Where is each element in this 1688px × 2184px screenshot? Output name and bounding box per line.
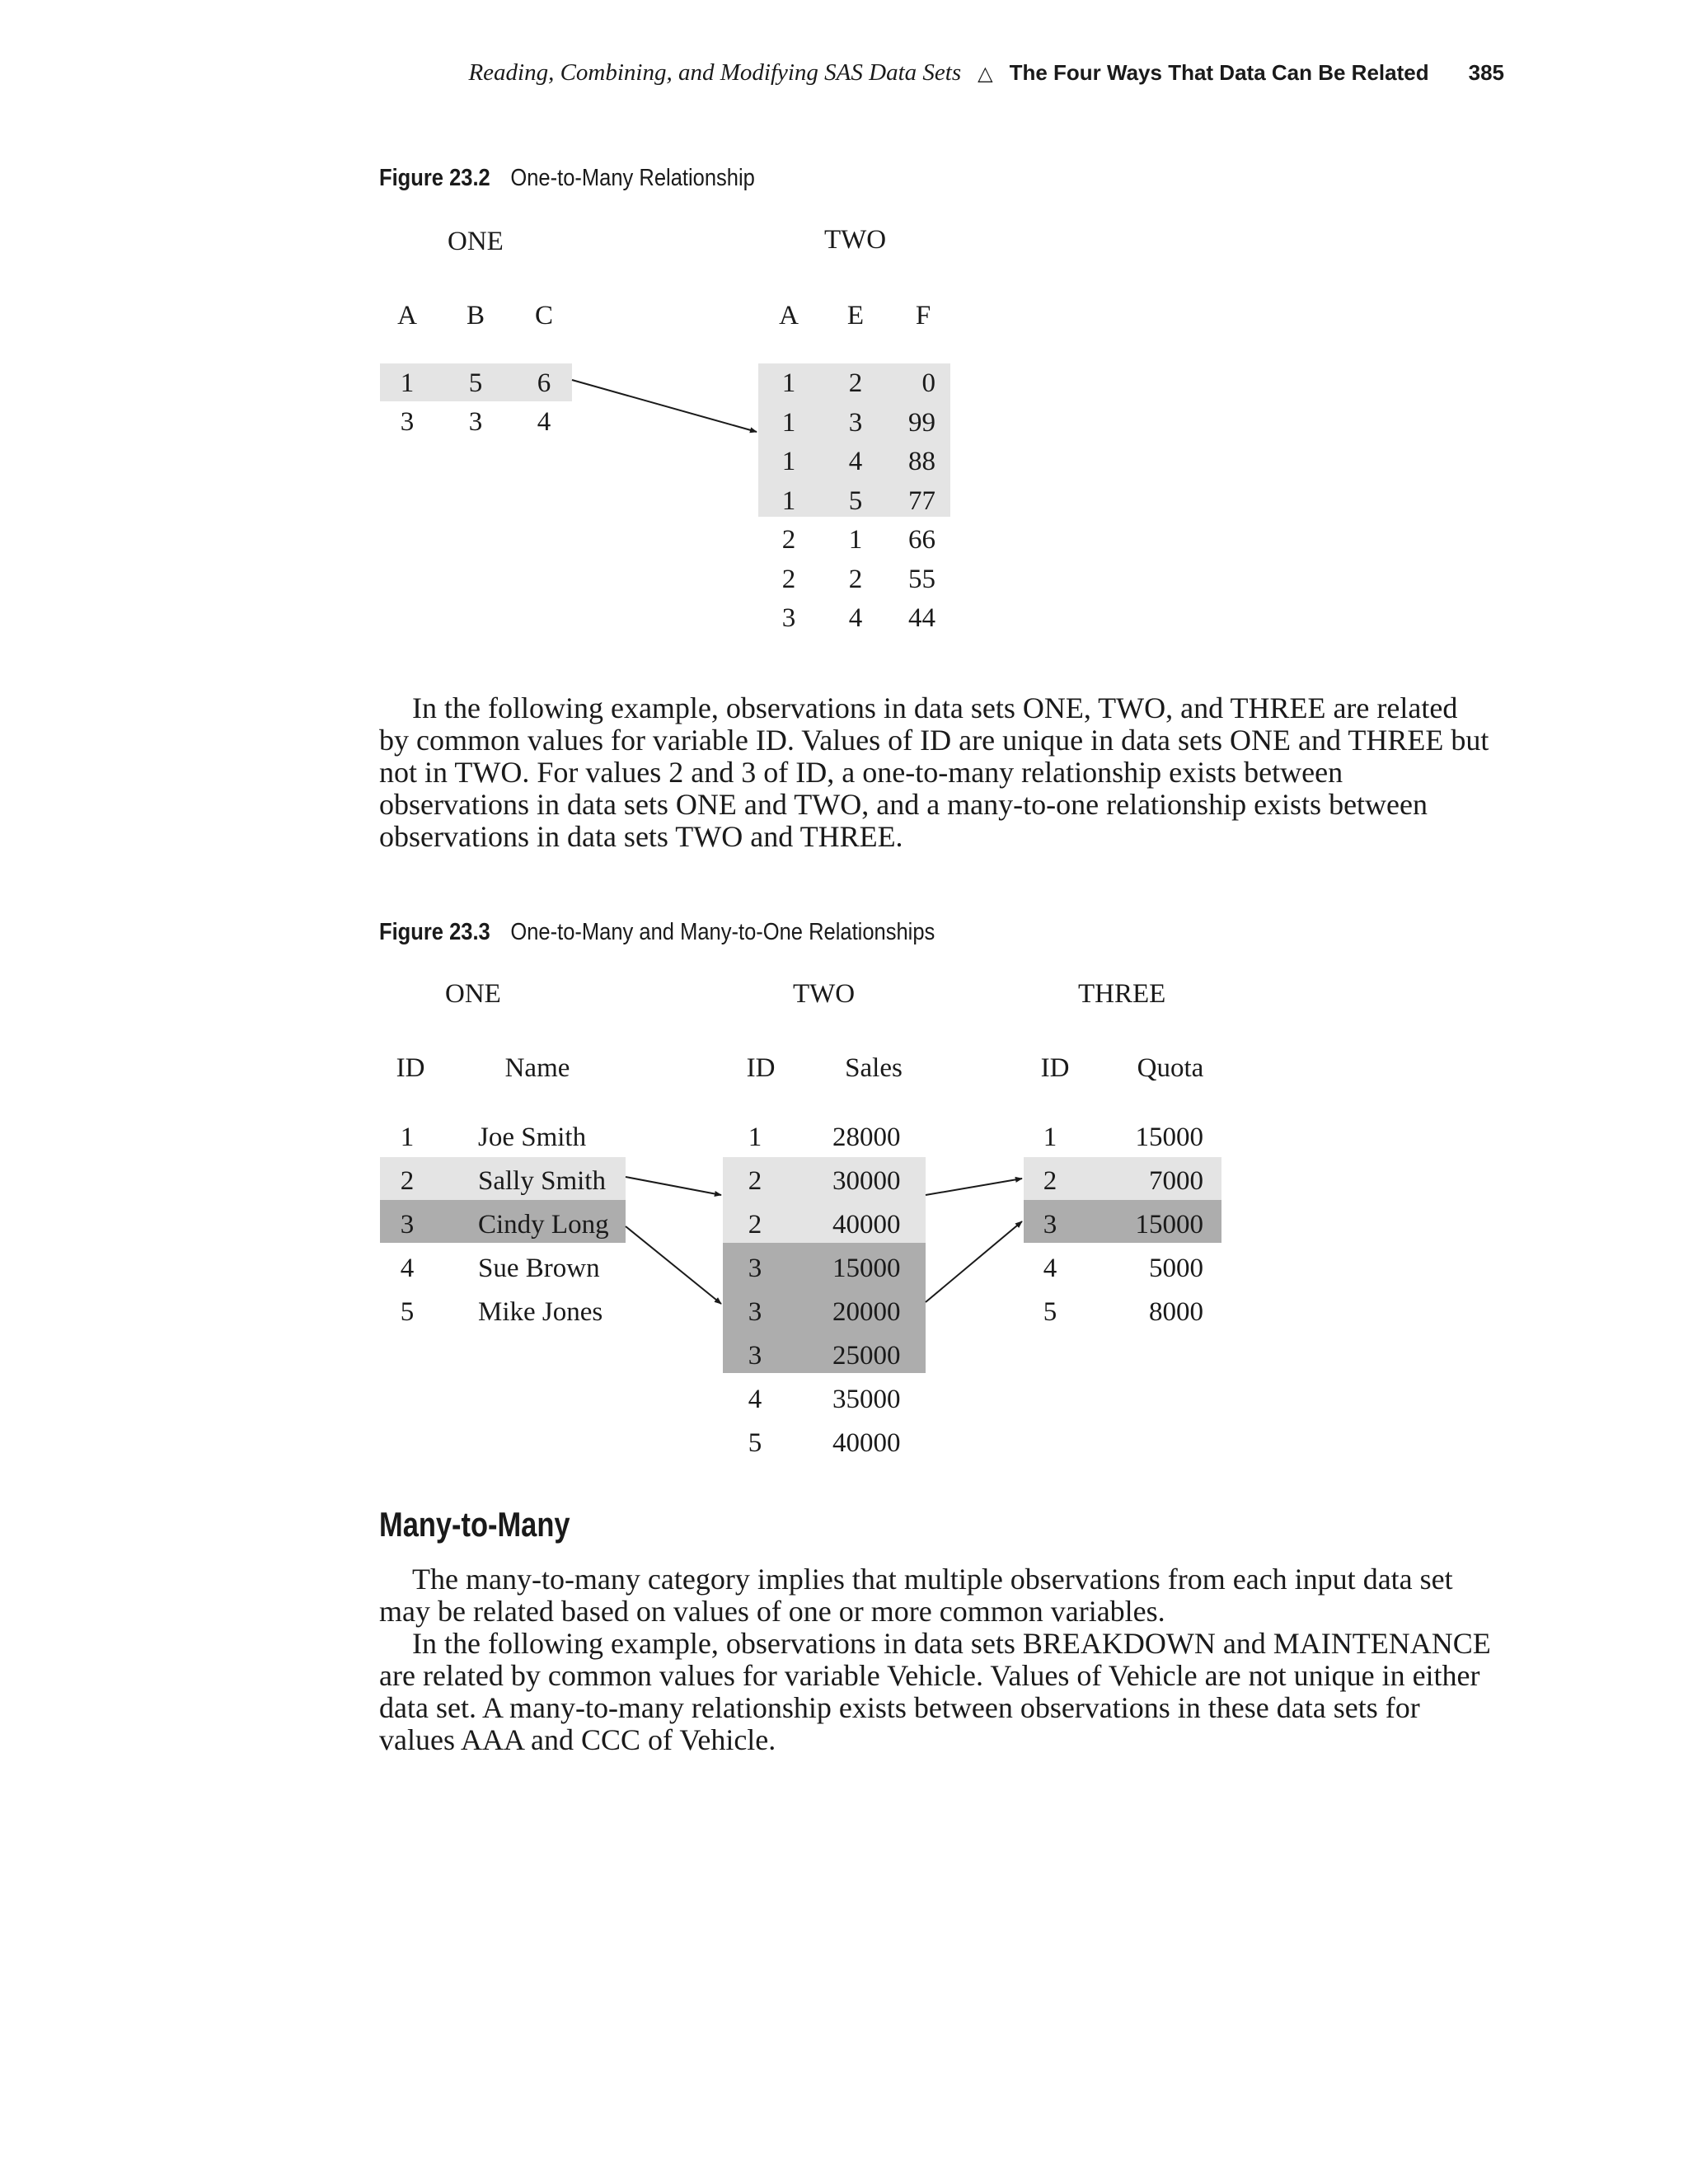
header-section-title: The Four Ways That Data Can Be Related xyxy=(1009,60,1429,85)
table-cell: 1 xyxy=(781,368,796,398)
dataset-title-two: TWO xyxy=(824,225,887,255)
table-cell: 4 xyxy=(748,1385,762,1414)
table-cell: 5 xyxy=(848,485,863,516)
table-cell: 40000 xyxy=(832,1428,901,1458)
column-header: Name xyxy=(504,1053,570,1083)
table-cell: 2 xyxy=(748,1210,762,1240)
column-header: B xyxy=(466,301,485,330)
table-cell: 25000 xyxy=(832,1341,901,1371)
table-cell: 15000 xyxy=(1135,1210,1203,1240)
column-header: ID xyxy=(746,1053,776,1083)
table-cell: 3 xyxy=(400,1210,415,1240)
table-cell: Sue Brown xyxy=(478,1254,600,1283)
column-header: Sales xyxy=(845,1053,903,1083)
dataset-title-one: ONE xyxy=(448,227,504,256)
column-header: E xyxy=(846,301,865,330)
table-cell: 66 xyxy=(908,525,935,555)
figure-title: One-to-Many Relationship xyxy=(510,165,755,191)
table-cell: 1 xyxy=(781,447,796,476)
column-header: A xyxy=(779,301,799,330)
table-cell: 1 xyxy=(400,1122,415,1152)
table-cell: 2 xyxy=(400,1166,415,1196)
table-cell: 3 xyxy=(748,1341,762,1371)
header-separator-icon: △ xyxy=(978,62,993,85)
table-cell: Sally Smith xyxy=(478,1166,606,1196)
table-cell: 1 xyxy=(748,1122,762,1152)
table-cell: 5 xyxy=(468,368,483,398)
table-cell: 4 xyxy=(537,407,551,437)
table-cell: 2 xyxy=(1043,1166,1057,1196)
table-cell: 4 xyxy=(848,603,863,633)
body-paragraph xyxy=(379,1563,1492,1756)
table-cell: 0 xyxy=(921,368,935,398)
table-cell: 3 xyxy=(748,1254,762,1283)
arrow-one-to-two-id3 xyxy=(626,1226,721,1304)
table-cell: 3 xyxy=(468,407,483,437)
figure-number: Figure 23.2 xyxy=(379,165,490,191)
table-cell: 2 xyxy=(781,564,796,594)
table-cell: Cindy Long xyxy=(478,1210,609,1240)
table-cell: Mike Jones xyxy=(478,1297,603,1327)
table-cell: 7000 xyxy=(1149,1166,1203,1196)
table-cell: 88 xyxy=(908,447,935,476)
figure-title: One-to-Many and Many-to-One Relationships xyxy=(510,919,935,945)
table-cell: 1 xyxy=(781,407,796,438)
dataset-title-one: ONE xyxy=(445,979,501,1009)
table-cell: 35000 xyxy=(832,1385,901,1414)
table-cell: 99 xyxy=(908,407,935,438)
table-cell: 20000 xyxy=(832,1297,901,1327)
figure-number: Figure 23.3 xyxy=(379,919,490,945)
table-cell: 77 xyxy=(908,485,935,516)
table-cell: 8000 xyxy=(1149,1297,1203,1327)
table-cell: Joe Smith xyxy=(478,1122,587,1152)
table-cell: 3 xyxy=(848,407,863,438)
paragraph-text: In the following example, observations in data sets BREAKDOWN and MAINTENANCE are related by common values for variable Vehicle. Values of Vehicle are not unique in either data set. A many-to-many relationship exists between observations in these data sets for values AAA and CCC of Vehicle. xyxy=(379,1627,1491,1756)
arrow-one-to-two-id2 xyxy=(626,1177,721,1195)
column-header: F xyxy=(915,301,931,330)
column-header: C xyxy=(534,301,553,330)
table-cell: 1 xyxy=(1043,1122,1057,1152)
table-cell: 6 xyxy=(537,368,551,398)
table-cell: 3 xyxy=(748,1297,762,1327)
table-cell: 1 xyxy=(400,368,415,398)
arrow-two-to-three-id3 xyxy=(926,1221,1022,1302)
paragraph-text: The many-to-many category implies that multiple observations from each input data set may be related based on values of one or more common variables. xyxy=(379,1563,1453,1628)
page-number: 385 xyxy=(1468,60,1504,85)
table-cell: 15000 xyxy=(832,1254,901,1283)
table-cell: 15000 xyxy=(1135,1122,1203,1152)
paragraph-text: In the following example, observations in data sets ONE, TWO, and THREE are related by common values for variable ID. Values of ID are unique in data sets ONE and THREE but not in TWO. For values 2 and 3 of ID, a one-to-many relationship exists between observations in data sets ONE and TWO, and a many-to-one relationship exists between observations in data sets TWO and THREE. xyxy=(379,691,1489,853)
table-cell: 4 xyxy=(848,447,863,476)
table-cell: 40000 xyxy=(832,1210,901,1240)
column-header: Quota xyxy=(1137,1053,1204,1083)
table-cell: 2 xyxy=(848,368,863,398)
dataset-title-three: THREE xyxy=(1078,979,1166,1009)
section-heading: Many-to-Many xyxy=(379,1505,570,1544)
header-book-title: Reading, Combining, and Modifying SAS Data Sets xyxy=(468,59,962,86)
table-cell: 5000 xyxy=(1149,1254,1203,1283)
table-cell: 55 xyxy=(908,564,935,594)
table-cell: 30000 xyxy=(832,1166,901,1196)
table-cell: 3 xyxy=(781,603,796,633)
column-header: A xyxy=(397,301,417,330)
column-header: ID xyxy=(1040,1053,1070,1083)
column-header: ID xyxy=(396,1053,425,1083)
table-cell: 2 xyxy=(848,564,863,594)
table-cell: 2 xyxy=(781,525,796,555)
dataset-title-two: TWO xyxy=(793,979,856,1009)
table-cell: 2 xyxy=(748,1166,762,1196)
table-cell: 5 xyxy=(400,1297,415,1327)
table-cell: 28000 xyxy=(832,1122,901,1152)
arrow-one-to-two xyxy=(572,380,757,432)
table-cell: 1 xyxy=(848,525,863,555)
arrow-two-to-three-id2 xyxy=(926,1179,1022,1195)
table-cell: 4 xyxy=(400,1254,415,1283)
table-cell: 3 xyxy=(400,407,415,437)
table-cell: 4 xyxy=(1043,1254,1057,1283)
table-cell: 5 xyxy=(748,1428,762,1458)
table-cell: 3 xyxy=(1043,1210,1057,1240)
table-cell: 1 xyxy=(781,485,796,516)
table-cell: 44 xyxy=(908,603,935,633)
table-cell: 5 xyxy=(1043,1297,1057,1327)
